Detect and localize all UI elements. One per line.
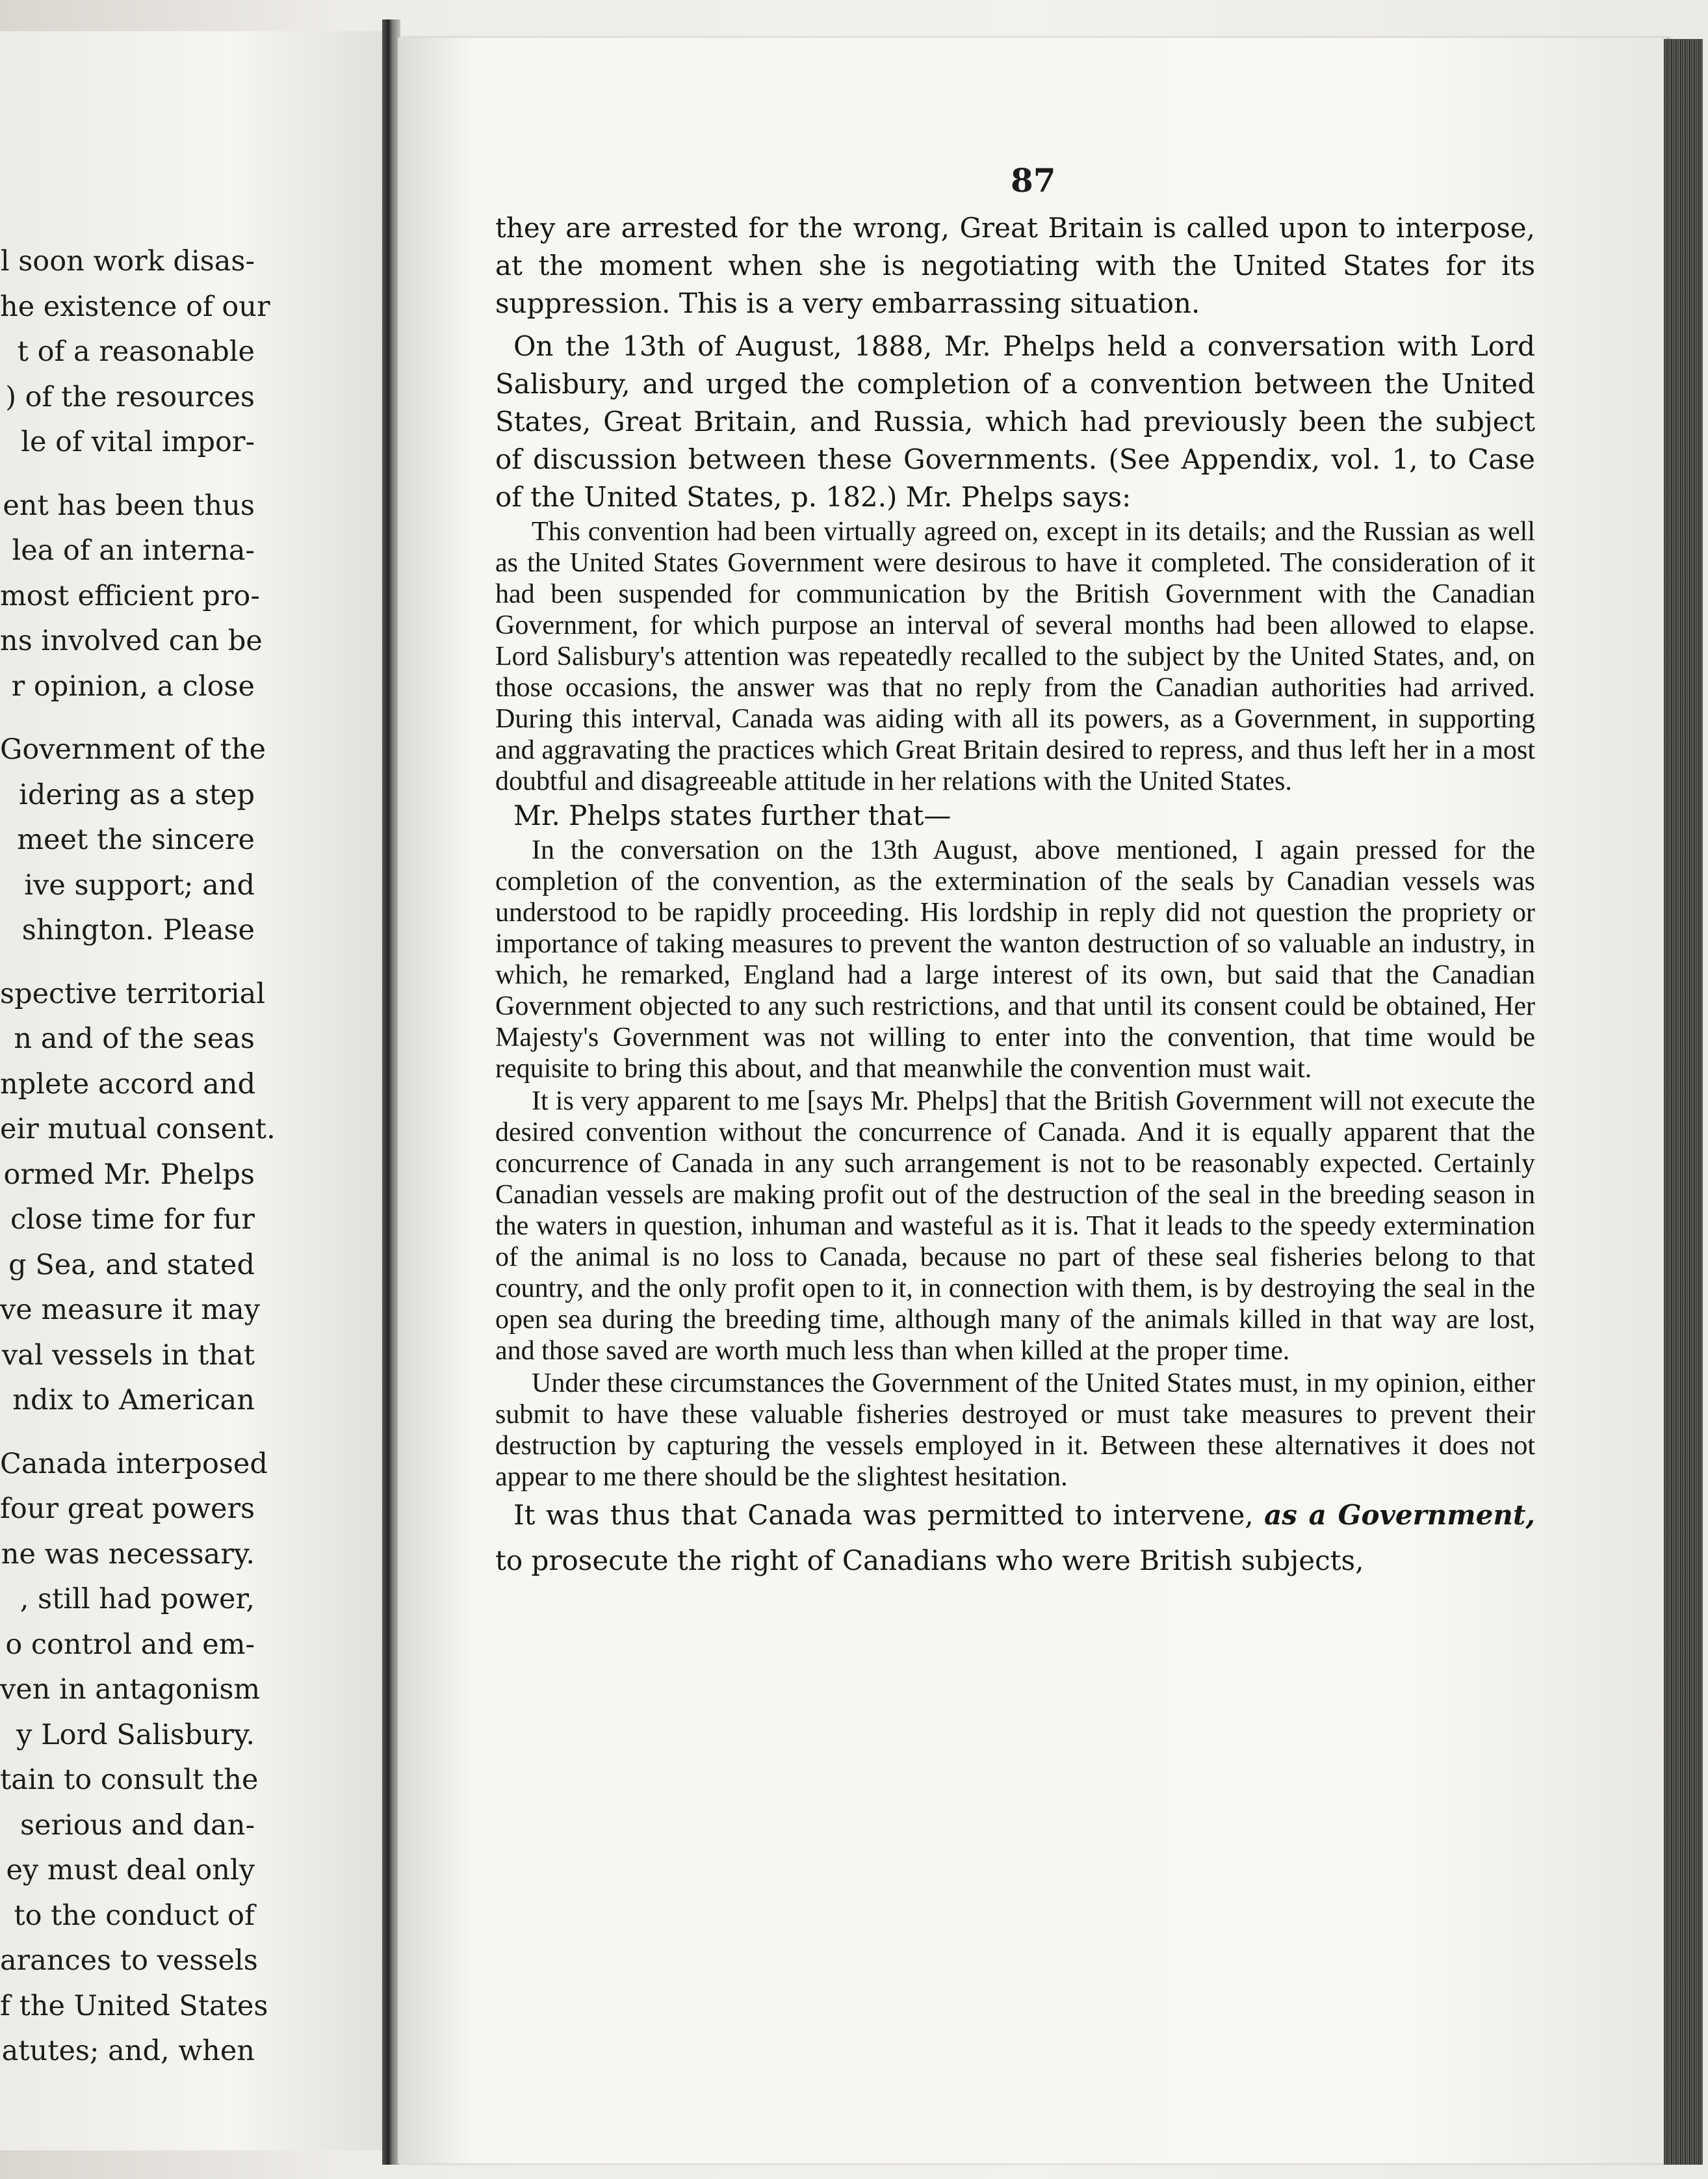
left-line-gap: [0, 1424, 255, 1442]
left-page-line: ormed Mr. Phelps: [3, 1158, 255, 1191]
left-page-line: eir mutual consent.: [0, 1113, 276, 1145]
paragraph-3: Mr. Phelps states further that—: [513, 800, 951, 831]
quote-convention: This convention had been virtually agreed on, except in its details; and the Russian as well as the United States Government were desirous to have it completed. The consideration of it had been suspended for communication by the British Government with the Canadian Government, for which purpose an interval of several months had been allowed to elapse. Lord Salisbury's attention was repeatedly recalled to the subject by the United States, and, on those occasions, the answer was that no reply from the Canadian authorities had arrived. During this interval, Canada was aiding with all its powers, as a Government, in supporting and aggravating the practices which Great Britain desired to repress, and thus left her in a most doubtful and disagreeable attitude in her relations with the United States.: [495, 517, 1535, 796]
left-page-line: f the United States: [0, 1989, 268, 2022]
left-page-line: spective territorial: [0, 977, 266, 1010]
final-text-start: It was thus that Canada was permitted to intervene,: [513, 1499, 1265, 1531]
left-line-gap: [0, 954, 255, 972]
left-page-line: n and of the seas: [14, 1023, 255, 1055]
left-page-line: serious and dan-: [19, 1808, 255, 1842]
page-body: [495, 209, 1535, 1584]
left-page-line: ) of the resources: [5, 380, 255, 413]
final-text-end: to prosecute the right of Canadians who were British subjects,: [495, 1545, 1364, 1576]
left-page-line: meet the sincere: [17, 824, 255, 856]
left-page-line: nplete accord and: [0, 1067, 256, 1101]
left-page-line: le of vital impor-: [21, 426, 255, 458]
paragraph-final: [495, 1493, 1535, 1584]
left-page-line: most efficient pro-: [0, 579, 260, 612]
page-edges: [1664, 39, 1703, 2165]
left-page-line: close time for fur: [10, 1203, 255, 1236]
quote-circumstances: Under these circumstances the Government of the United States must, in my opinion, either submit to have these valuable fisheries destroyed or must take measures to prevent their destruction by capturing the vessels employed in it. Between these alternatives it does not appear to me there should be the slightest hesitation.: [495, 1368, 1535, 1492]
left-page-line: ent has been thus: [3, 489, 255, 522]
quote-conversation: In the conversation on the 13th August, above mentioned, I again pressed for the completion of the convention, as the extermination of the seals by Canadian vessels was understood to be rapidly proceeding. His lordship in reply did not question the propriety or importance of taking measures to prevent the wanton destruction of so valuable an industry, in which, he remarked, England had a large interest of its own, but said that the Canadian Government objected to any such restrictions, and that until its consent could be obtained, Her Majesty's Government was not willing to enter into the convention, that time would be requisite to bring this about, and that meanwhile the convention must wait.: [495, 835, 1535, 1084]
left-page-text: [0, 239, 276, 2074]
left-page-line: l soon work disas-: [0, 245, 255, 278]
left-page-line: o control and em-: [5, 1628, 255, 1661]
left-page-line: ne was necessary.: [1, 1537, 255, 1571]
left-page-line: Canada interposed: [0, 1447, 268, 1480]
left-page-line: y Lord Salisbury.: [16, 1718, 255, 1751]
left-page-line: ndix to American: [12, 1384, 255, 1416]
left-page-line: Government of the: [0, 733, 266, 766]
left-page-line: atutes; and, when: [1, 2035, 255, 2067]
left-page-line: ive support; and: [24, 868, 255, 902]
left-page-line: shington. Please: [21, 914, 255, 946]
left-page-line: ven in antagonism: [0, 1673, 261, 1706]
left-page-line: val vessels in that: [1, 1338, 255, 1372]
left-page-line: r opinion, a close: [11, 670, 255, 703]
final-text-emphasis: as a Government,: [1264, 1499, 1535, 1531]
left-page: [0, 31, 383, 2150]
left-page-line: g Sea, and stated: [8, 1248, 255, 1281]
left-page-line: lea of an interna-: [12, 534, 255, 567]
page-number: 87: [1011, 161, 1056, 200]
paragraph-2: On the 13th of August, 1888, Mr. Phelps held a conversation with Lord Salisbury, and urged the completion of a convention between the United States, Great Britain, and Russia, which had previously been the subject of discussion between these Governments. (See Appendix, vol. 1, to Case of the United States, p. 182.) Mr. Phelps says:: [495, 330, 1535, 513]
left-page-line: four great powers: [0, 1493, 255, 1525]
left-page-line: idering as a step: [19, 778, 255, 811]
left-page-line: ve measure it may: [0, 1294, 261, 1326]
left-page-line: t of a reasonable: [17, 335, 255, 368]
quote-apparent: It is very apparent to me [says Mr. Phelps] that the British Government will not execute the desired convention without the concurrence of Canada. And it is equally apparent that the concurrence of Canada in any such arrangement is not to be reasonably expected. Certainly Canadian vessels are making profit out of the destruction of the seal in the breeding season in the waters in question, inhuman and wasteful as it is. That it leads to the speedy extermination of the animal is no loss to Canada, because no part of these seal fisheries belong to that country, and the only profit open to it, in connection with them, is by destroying the seal in the open sea during the breeding time, although many of the animals killed in that way are lost, and those saved are worth much less than when killed at the proper time.: [495, 1086, 1535, 1366]
left-page-line: arances to vessels: [0, 1944, 258, 1977]
left-page-line: ey must deal only: [6, 1854, 255, 1886]
paragraph-1: they are arrested for the wrong, Great Britain is called upon to interpose, at the moment when she is negotiating with the United States for its suppression. This is a very embarrassing situation.: [495, 212, 1535, 319]
left-page-line: , still had power,: [19, 1583, 255, 1615]
left-page-line: to the conduct of: [14, 1899, 255, 1932]
left-page-line: ns involved can be: [0, 625, 263, 657]
left-line-gap: [0, 709, 255, 727]
left-line-gap: [0, 465, 255, 484]
left-page-line: tain to consult the: [0, 1764, 259, 1796]
left-page-line: he existence of our: [0, 290, 270, 323]
